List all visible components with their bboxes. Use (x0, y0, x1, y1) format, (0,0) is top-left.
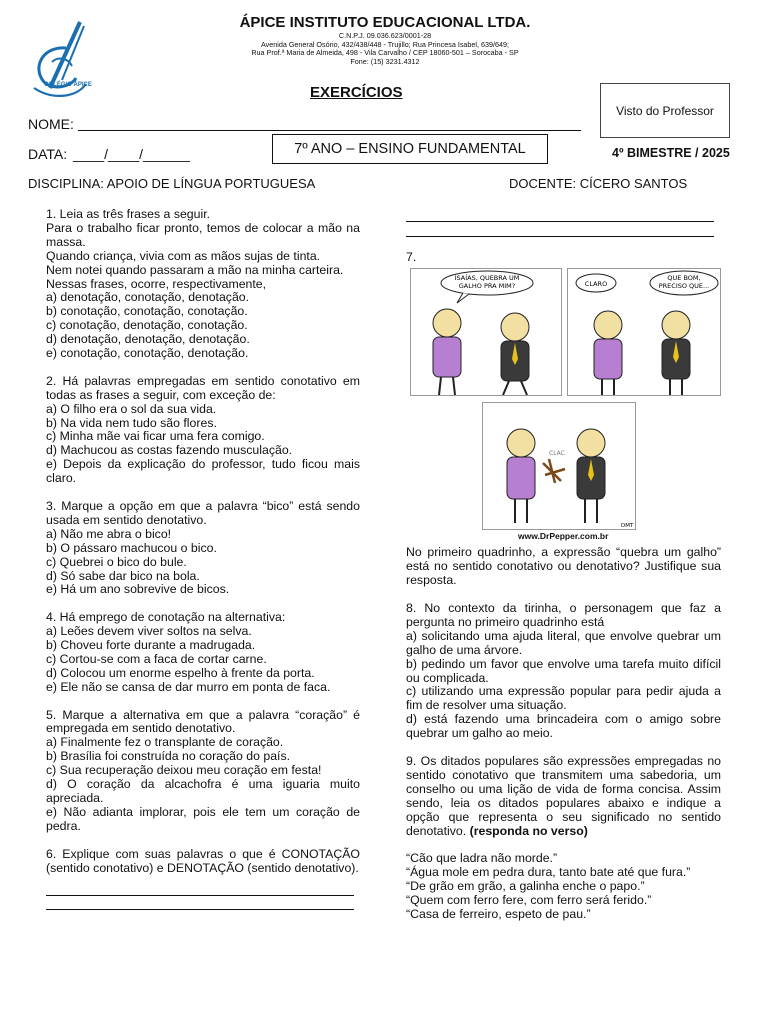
grade-box (272, 134, 548, 164)
comic-panel-2 (567, 268, 721, 396)
question-text: 5. Marque a alternativa em que a palavra “coração” é empregada em sentido denotativo. (46, 707, 360, 736)
option: a) denotação, conotação, denotação. (46, 290, 250, 305)
question-text: 4. Há emprego de conotação na alternativa: (46, 610, 286, 625)
bubble-text-1a: ISAÍAS, QUEBRA UM (454, 274, 520, 282)
option: a) Finalmente fez o transplante de coração. (46, 735, 284, 750)
question-text (406, 755, 721, 838)
institution-address-1: Avenida General Osório, 432/438/448 - Trujillo; Rua Princesa Isabel, 639/649; (261, 39, 509, 49)
apice-logo-icon (22, 18, 102, 104)
option: d) Colocou um enorme espelho à frente da porta. (46, 665, 315, 680)
option: a) O filho era o sol da sua vida. (46, 401, 217, 416)
question-3 (46, 500, 360, 597)
question-text: 1. Leia as três frases a seguir. (46, 207, 211, 221)
option: e) conotação, conotação, denotação. (46, 346, 249, 361)
comic-watermark: www.DrPepper.com.br (518, 531, 609, 541)
saying: “De grão em grão, a galinha enche o papo.” (406, 879, 645, 894)
teacher-label: DOCENTE: CÍCERO SANTOS (509, 176, 688, 191)
option: c) conotação, denotação, conotação. (46, 318, 248, 333)
institution-name: ÁPICE INSTITUTO EDUCACIONAL LTDA. (239, 14, 531, 31)
saying: “Cão que ladra não morde.” (406, 851, 558, 866)
school-logo (22, 18, 102, 104)
option: b) pedindo um favor que envolve uma tarefa muito difícil ou complicada. (406, 656, 721, 685)
institution-phone: Fone: (15) 3231.4312 (350, 56, 420, 66)
option: d) Só sabe dar bico na bola. (46, 568, 200, 583)
option: e) Depois da explicação do professor, tudo ficou mais claro. (46, 457, 360, 486)
question-7-text (406, 546, 721, 588)
grade-label: 7º ANO – ENSINO FUNDAMENTAL (294, 141, 526, 157)
question-text: Nessas frases, ocorre, respectivamente, (46, 276, 267, 291)
option: a) solicitando uma ajuda literal, que envolve quebrar um galho de uma árvore. (406, 628, 721, 657)
question-text: 2. Há palavras empregadas em sentido conotativo em todas as frases a seguir, com exceção de: (46, 373, 360, 402)
option: d) está fazendo uma brincadeira com o amigo sobre quebrar um galho ao meio. (406, 712, 721, 741)
question-9 (406, 755, 721, 922)
name-field-line[interactable] (78, 130, 581, 131)
bubble-text-3b: PRECISO QUE... (658, 282, 710, 290)
institution-address-2: Rua Prof.ª Maria de Almeida, 498 - Vila Carvalho / CEP 18060-501 – Sorocaba - SP (251, 48, 519, 58)
option: d) denotação, denotação, denotação. (46, 332, 250, 347)
question-7-number: 7. (406, 250, 417, 264)
option: b) Brasília foi construída no coração do país. (46, 749, 291, 764)
question-5 (46, 709, 360, 834)
question-text: Nem notei quando passaram a mão na minha carteira. (46, 262, 344, 277)
saying: “Quem com ferro fere, com ferro será ferido.” (406, 893, 652, 908)
answer-line[interactable] (406, 236, 714, 237)
discipline-label: DISCIPLINA: APOIO DE LÍNGUA PORTUGUESA (28, 176, 316, 191)
answer-line[interactable] (46, 895, 354, 896)
option: c) Quebrei o bico do bule. (46, 554, 187, 569)
exercises-title: EXERCÍCIOS (310, 84, 403, 101)
option: e) Ele não se cansa de dar murro em ponta de faca. (46, 679, 331, 694)
question-text: 8. No contexto da tirinha, o personagem que faz a pergunta no primeiro quadrinho está (406, 601, 721, 629)
teacher-approval-label: Visto do Professor (616, 103, 714, 118)
answer-lines (46, 895, 360, 910)
question-2 (46, 375, 360, 486)
option: c) Cortou-se com a faca de cortar carne. (46, 651, 267, 666)
logo-text: COLÉGIO ÁPICE (44, 82, 92, 88)
option: d) Machucou as costas fazendo musculação. (46, 443, 293, 458)
option: b) O pássaro machucou o bico. (46, 540, 217, 555)
option: a) Leões devem viver soltos na selva. (46, 624, 252, 639)
option: c) Sua recuperação deixou meu coração em festa! (46, 763, 322, 778)
sound-effect: CLAC (549, 450, 565, 457)
bubble-text-2: CLARO (584, 280, 608, 288)
answer-note: (responda no verso) (469, 823, 588, 838)
question-4 (46, 611, 360, 694)
question-9-text: 9. Os ditados populares são expressões empregadas no sentido conotativo que transmitem uma sabedoria, um conselho ou uma lição de vida de forma concisa. Assim sendo, leia os ditados populares abaixo e indique a opção que representa o seu significado no sentido denotativo. (406, 754, 721, 838)
bubble-text-1b: GALHO PRA MIM? (458, 282, 516, 290)
question-text: No primeiro quadrinho, a expressão “quebra um galho” está no sentido conotativo ou denotativo? Justifique sua resposta. (406, 545, 721, 587)
comic-panel-1 (410, 268, 562, 396)
bimester-label: 4º BIMESTRE / 2025 (612, 146, 730, 160)
comic-signature: DMT (621, 523, 634, 529)
option: b) Na vida nem tudo são flores. (46, 415, 217, 430)
option: e) Há um ano sobrevive de bicos. (46, 582, 230, 597)
option: b) Choveu forte durante a madrugada. (46, 638, 256, 653)
option: d) O coração da alcachofra é uma iguaria muito apreciada. (46, 777, 360, 805)
question-text: Para o trabalho ficar pronto, temos de colocar a mão na massa. (46, 220, 360, 249)
institution-cnpj: C.N.P.J. 09.036.623/0001-28 (338, 31, 432, 40)
question-1 (46, 208, 360, 361)
saying: “Casa de ferreiro, espeto de pau.” (406, 906, 591, 921)
broken-branch-icon (543, 459, 565, 483)
question-text: 3. Marque a opção em que a palavra “bico” está sendo usada em sentido denotativo. (46, 499, 360, 527)
date-label: DATA: (28, 146, 68, 162)
question-text: 6. Explique com suas palavras o que é CONOTAÇÃO (sentido conotativo) e DENOTAÇÃO (sentido denotativo). (46, 846, 360, 875)
comic-panel-3 (482, 402, 636, 530)
answer-line[interactable] (46, 909, 354, 910)
question-8 (406, 602, 721, 741)
teacher-approval-box (600, 83, 730, 138)
option: e) Não adianta implorar, pois ele tem um coração de pedra. (46, 804, 360, 833)
left-column (46, 208, 360, 924)
answer-line[interactable] (406, 221, 714, 222)
option: b) conotação, conotação, conotação. (46, 304, 248, 319)
option: c) utilizando uma expressão popular para pedir ajuda a fim de resolver uma situação. (406, 684, 721, 713)
name-label: NOME: (28, 116, 74, 132)
bubble-text-3a: QUE BOM, (667, 274, 701, 282)
saying: “Água mole em pedra dura, tanto bate até que fura.” (406, 865, 691, 880)
date-field[interactable]: ____/____/______ (73, 146, 190, 162)
option: a) Não me abra o bico! (46, 526, 172, 541)
option: c) Minha mãe vai ficar uma fera comigo. (46, 429, 265, 444)
question-6 (46, 848, 360, 911)
question-text: Quando criança, vivia com as mãos sujas de tinta. (46, 248, 321, 263)
